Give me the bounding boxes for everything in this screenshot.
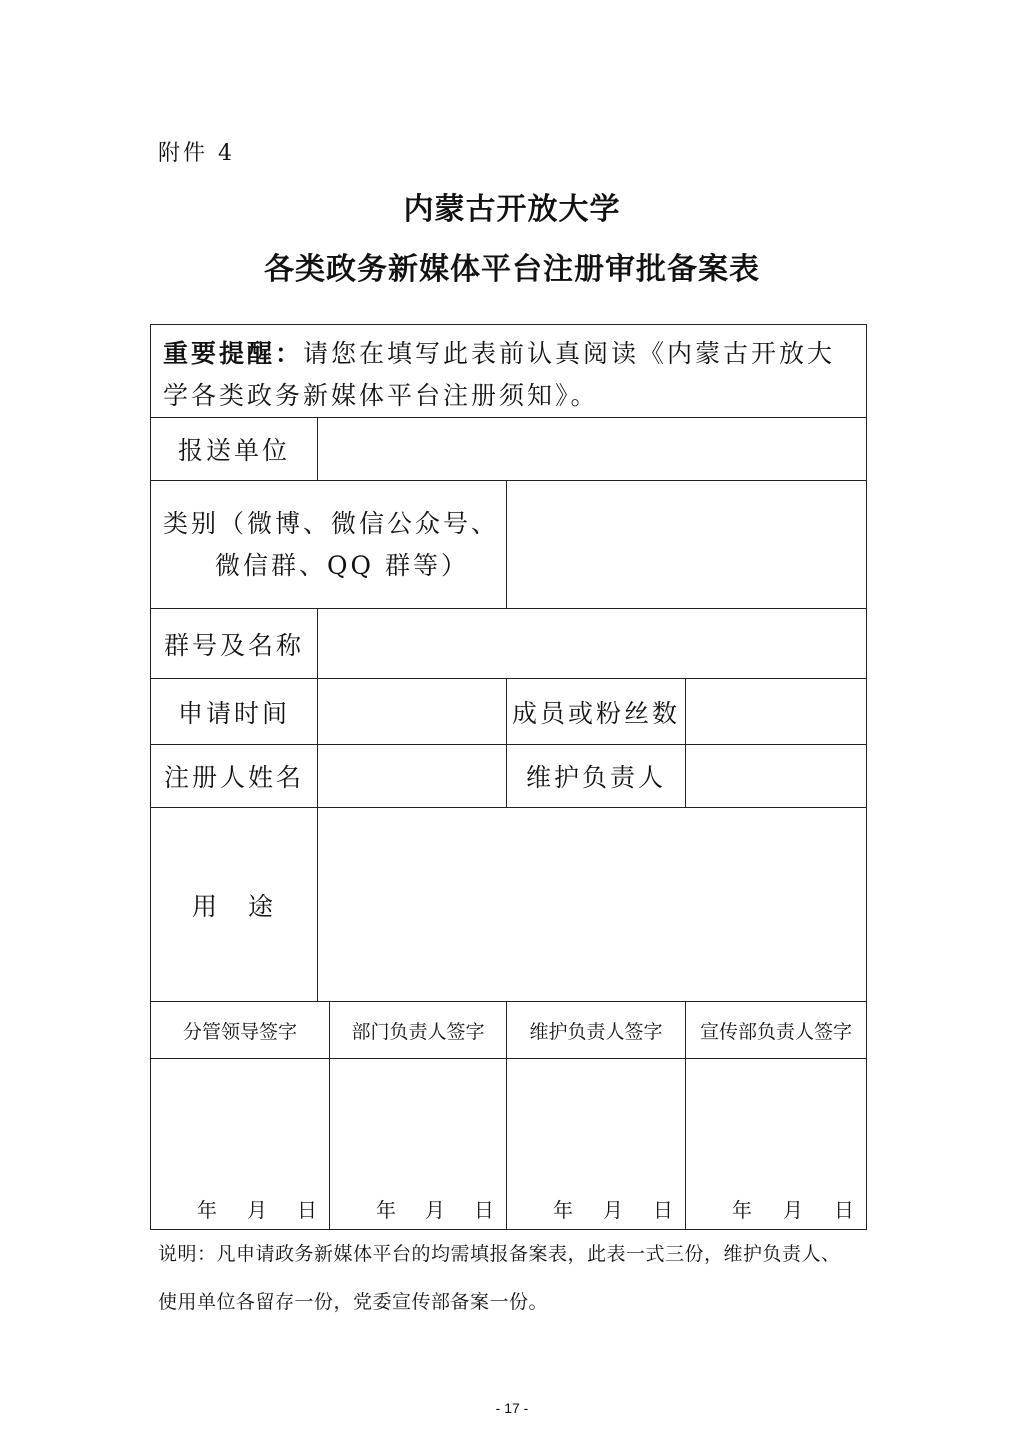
sign-cell-leader bbox=[151, 1059, 330, 1230]
sign-cell-maintainer bbox=[507, 1059, 686, 1230]
note-line2: 使用单位各留存一份，党委宣传部备案一份。 bbox=[158, 1291, 549, 1313]
apply-time-label: 申请时间 bbox=[151, 679, 318, 745]
date-month: 月 bbox=[425, 1198, 445, 1222]
date-month: 月 bbox=[603, 1198, 623, 1222]
registration-form-table bbox=[150, 324, 867, 1230]
registrant-name-value bbox=[318, 745, 507, 808]
purpose-value bbox=[318, 808, 867, 1002]
date-year: 年 bbox=[376, 1198, 396, 1222]
group-name-value bbox=[318, 609, 867, 679]
explanatory-note bbox=[158, 1240, 878, 1316]
category-label bbox=[151, 481, 507, 609]
sign-cell-department bbox=[330, 1059, 507, 1230]
reminder-text: 请您在填写此表前认真阅读《内蒙古开放大学各类政务新媒体平台注册须知》。 bbox=[163, 339, 836, 410]
reminder-row bbox=[151, 325, 867, 418]
member-count-label: 成员或粉丝数 bbox=[507, 679, 686, 745]
category-value bbox=[507, 481, 867, 609]
document-title-line2: 各类政务新媒体平台注册审批备案表 bbox=[264, 252, 760, 287]
apply-time-value bbox=[318, 679, 507, 745]
group-name-label: 群号及名称 bbox=[151, 609, 318, 679]
date-year: 年 bbox=[732, 1198, 752, 1222]
member-count-value bbox=[686, 679, 867, 745]
date-year: 年 bbox=[197, 1198, 217, 1222]
reminder-cell bbox=[151, 325, 867, 418]
signature-row bbox=[151, 1059, 867, 1230]
attachment-label: 附件 4 bbox=[158, 141, 235, 166]
category-label-line2: 微信群、QQ 群等） bbox=[215, 550, 469, 580]
maintainer-value bbox=[686, 745, 867, 808]
signature-date bbox=[151, 1194, 329, 1229]
date-month: 月 bbox=[783, 1198, 804, 1222]
document-title-line1: 内蒙古开放大学 bbox=[403, 192, 621, 227]
date-day: 日 bbox=[297, 1198, 317, 1222]
registrant-name-label: 注册人姓名 bbox=[151, 745, 318, 808]
sign-head-department: 部门负责人签字 bbox=[330, 1002, 507, 1059]
date-day: 日 bbox=[834, 1198, 855, 1222]
signature-header-row bbox=[151, 1002, 867, 1059]
maintainer-label: 维护负责人 bbox=[507, 745, 686, 808]
signature-date bbox=[330, 1194, 506, 1229]
sign-cell-publicity bbox=[686, 1059, 867, 1230]
submitting-unit-label: 报送单位 bbox=[151, 418, 318, 481]
sign-head-publicity: 宣传部负责人签字 bbox=[686, 1002, 867, 1059]
apply-time-row bbox=[151, 679, 867, 745]
date-month: 月 bbox=[247, 1198, 267, 1222]
signature-date bbox=[507, 1194, 685, 1229]
date-day: 日 bbox=[474, 1198, 494, 1222]
submitting-unit-value bbox=[318, 418, 867, 481]
registrant-row bbox=[151, 745, 867, 808]
submitting-unit-row bbox=[151, 418, 867, 481]
note-line1: 说明：凡申请政务新媒体平台的均需填报备案表，此表一式三份，维护负责人、 bbox=[158, 1243, 841, 1265]
reminder-bold: 重要提醒： bbox=[163, 339, 304, 368]
sign-head-maintainer: 维护负责人签字 bbox=[507, 1002, 686, 1059]
date-day: 日 bbox=[653, 1198, 673, 1222]
page-number: - 17 - bbox=[495, 1400, 529, 1416]
purpose-label: 用 途 bbox=[151, 808, 318, 1002]
group-name-row bbox=[151, 609, 867, 679]
purpose-row bbox=[151, 808, 867, 1002]
category-label-line1: 类别（微博、微信公众号、 bbox=[163, 508, 500, 538]
category-row bbox=[151, 481, 867, 609]
sign-head-leader: 分管领导签字 bbox=[151, 1002, 330, 1059]
date-year: 年 bbox=[553, 1198, 573, 1222]
signature-date bbox=[686, 1194, 866, 1229]
